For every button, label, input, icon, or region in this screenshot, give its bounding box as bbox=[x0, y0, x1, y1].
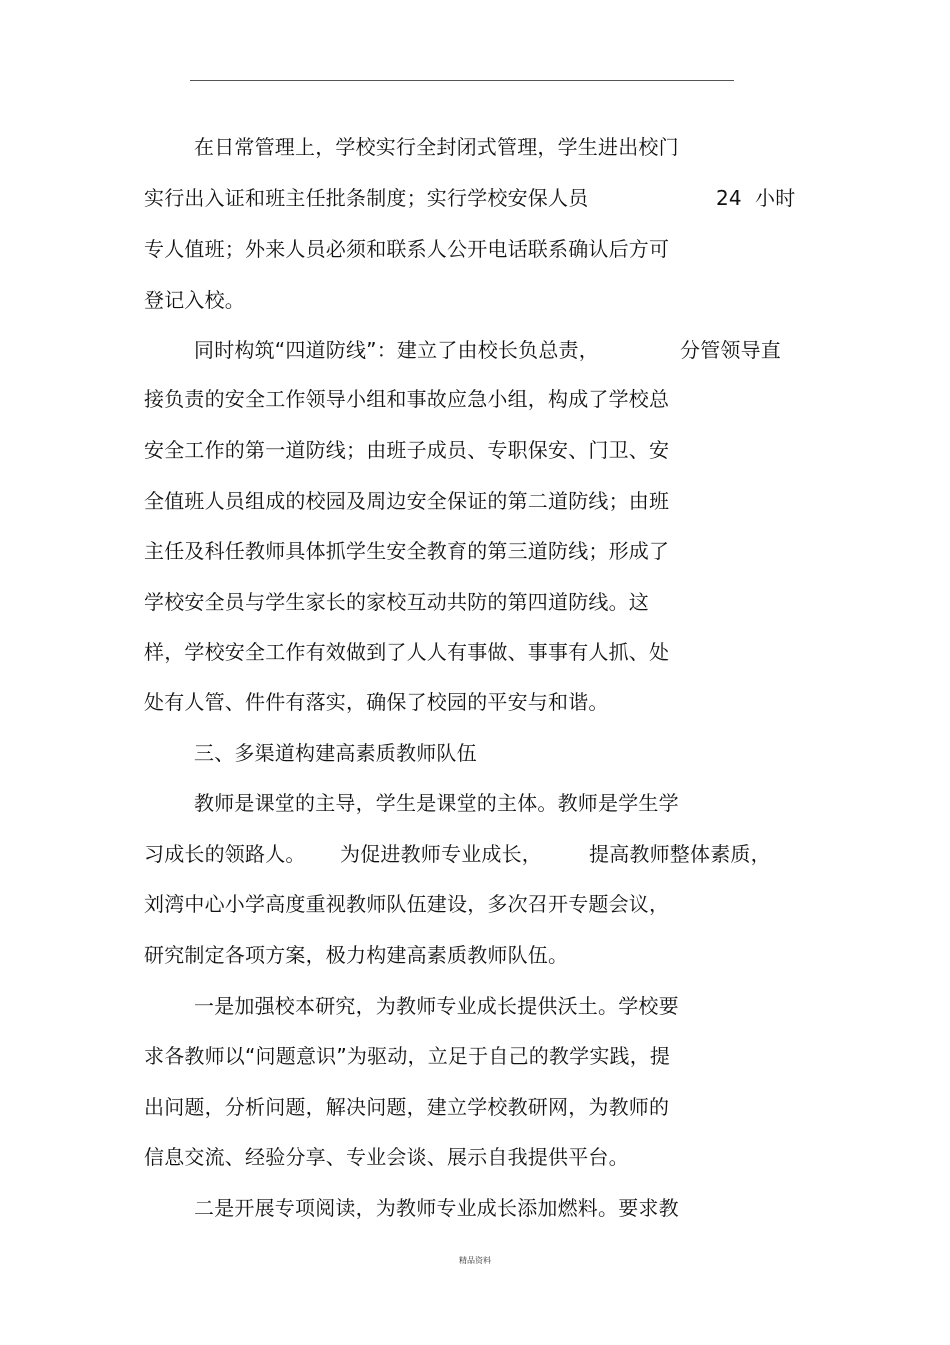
paragraph-line: 求各教师以“问题意识”为驱动，立足于自己的教学实践，提 bbox=[144, 1044, 671, 1068]
paragraph-line: 出问题，分析问题，解决问题，建立学校教研网，为教师的 bbox=[144, 1095, 670, 1119]
paragraph-line: 在日常管理上，学校实行全封闭式管理，学生进出校门 bbox=[194, 135, 679, 159]
paragraph-line-fragment: 分管领导直 bbox=[680, 338, 781, 362]
page-footer: 精品资料 bbox=[459, 1256, 491, 1265]
paragraph-line: 实行出入证和班主任批条制度；实行学校安保人员 bbox=[144, 186, 589, 210]
paragraph-line: 接负责的安全工作领导小组和事故应急小组，构成了学校总 bbox=[144, 387, 670, 411]
paragraph-line: 信息交流、经验分享、专业会谈、展示自我提供平台。 bbox=[144, 1145, 629, 1169]
section-heading: 三、多渠道构建高素质教师队伍 bbox=[194, 741, 477, 765]
paragraph-line: 安全工作的第一道防线；由班子成员、专职保安、门卫、安 bbox=[144, 438, 670, 462]
paragraph-line: 处有人管、件件有落实，确保了校园的平安与和谐。 bbox=[144, 690, 609, 714]
paragraph-line: 二是开展专项阅读，为教师专业成长添加燃料。要求教 bbox=[194, 1196, 679, 1220]
paragraph-line: 专人值班；外来人员必须和联系人公开电话联系确认后方可 bbox=[144, 237, 670, 261]
paragraph-line: 教师是课堂的主导，学生是课堂的主体。教师是学生学 bbox=[194, 791, 679, 815]
paragraph-line: 全值班人员组成的校园及周边安全保证的第二道防线；由班 bbox=[144, 489, 670, 513]
paragraph-line: 习成长的领路人。 bbox=[144, 842, 306, 866]
paragraph-line: 同时构筑“四道防线”：建立了由校长负总责， bbox=[194, 338, 599, 362]
paragraph-line-fragment: 提高教师整体素质， bbox=[589, 842, 771, 866]
header-rule bbox=[190, 80, 734, 81]
paragraph-line: 一是加强校本研究，为教师专业成长提供沃土。学校要 bbox=[194, 994, 679, 1018]
paragraph-line: 学校安全员与学生家长的家校互动共防的第四道防线。这 bbox=[144, 590, 649, 614]
paragraph-line: 主任及科任教师具体抓学生安全教育的第三道防线；形成了 bbox=[144, 539, 670, 563]
paragraph-line-fragment: 为促进教师专业成长， bbox=[340, 842, 542, 866]
paragraph-line-fragment: 小时 bbox=[755, 186, 796, 210]
paragraph-line: 研究制定各项方案，极力构建高素质教师队伍。 bbox=[144, 943, 569, 967]
paragraph-line: 样，学校安全工作有效做到了人人有事做、事事有人抓、处 bbox=[144, 640, 670, 664]
paragraph-line-number: 24 bbox=[716, 186, 742, 210]
paragraph-line: 登记入校。 bbox=[144, 288, 245, 312]
paragraph-line: 刘湾中心小学高度重视教师队伍建设，多次召开专题会议， bbox=[144, 892, 670, 916]
